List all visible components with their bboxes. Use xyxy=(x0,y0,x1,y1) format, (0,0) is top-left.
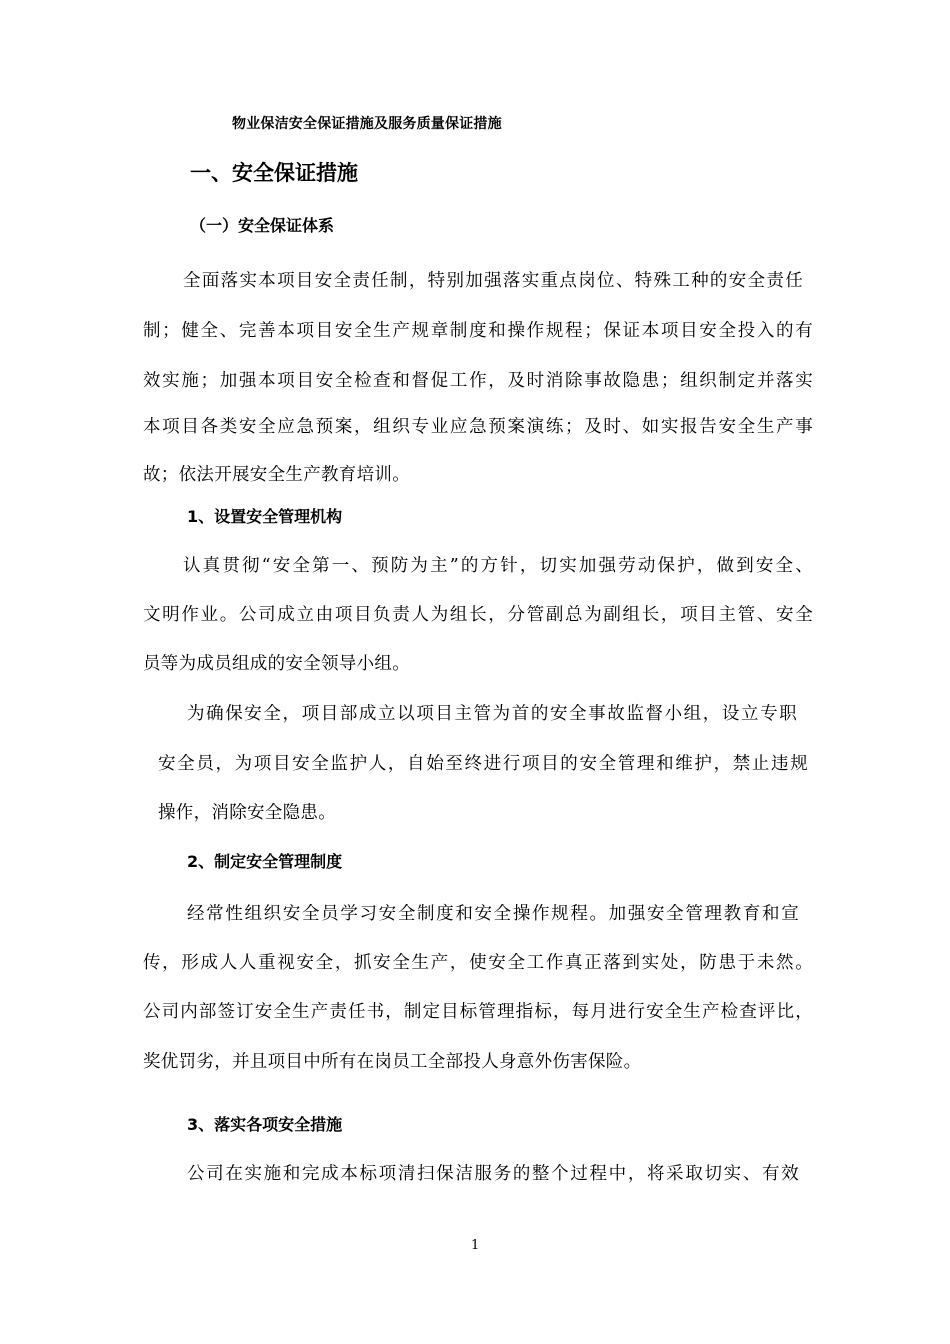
item-1-paragraph-line: 认真贯彻“安全第一、预防为主”的方针，切实加强劳动保护，做到安全、 xyxy=(183,556,813,576)
item-2-paragraph-line: 传，形成人人重视安全，抓安全生产，使安全工作真正落到实处，防患于未然。 xyxy=(143,953,813,973)
item-1-paragraph-line: 为确保安全，项目部成立以项目主管为首的安全事故监督小组，设立专职 xyxy=(187,704,797,724)
intro-paragraph-line: 全面落实本项目安全责任制，特别加强落实重点岗位、特殊工种的安全责任 xyxy=(183,271,803,291)
subsection-heading-safety-system: （一）安全保证体系 xyxy=(190,216,335,235)
intro-paragraph-line: 故；依法开展安全生产教育培训。 xyxy=(143,465,410,485)
item-2-paragraph-line: 经常性组织安全员学习安全制度和安全操作规程。加强安全管理教育和宣 xyxy=(187,904,799,924)
item-1-paragraph-line: 安全员，为项目安全监护人，自始至终进行项目的安全管理和维护，禁止违规 xyxy=(158,754,808,774)
item-2-paragraph-line: 奖优罚劣，并且项目中所有在岗员工全部投人身意外伤害保险。 xyxy=(143,1052,642,1072)
item-1-paragraph-line: 员等为成员组成的安全领导小组。 xyxy=(143,654,410,674)
item-2-paragraph-line: 公司内部签订安全生产责任书，制定目标管理指标，每月进行安全生产检查评比， xyxy=(143,1002,813,1022)
intro-paragraph-line: 制；健全、完善本项目安全生产规章制度和操作规程；保证本项目安全投入的有 xyxy=(143,321,813,341)
item-3-heading: 3、落实各项安全措施 xyxy=(187,1115,343,1134)
section-heading-safety-measures: 一、安全保证措施 xyxy=(190,161,358,185)
intro-paragraph-line: 效实施；加强本项目安全检查和督促工作，及时消除事故隐患；组织制定并落实 xyxy=(143,371,813,391)
intro-paragraph-line: 本项目各类安全应急预案，组织专业应急预案演练；及时、如实报告安全生产事 xyxy=(143,417,813,437)
item-2-heading: 2、制定安全管理制度 xyxy=(187,852,343,871)
item-3-paragraph-line: 公司在实施和完成本标项清扫保洁服务的整个过程中，将采取切实、有效 xyxy=(187,1164,799,1184)
item-1-heading: 1、设置安全管理机构 xyxy=(187,507,343,526)
document-title: 物业保洁安全保证措施及服务质量保证措施 xyxy=(232,116,502,132)
item-1-paragraph-line: 操作，消除安全隐患。 xyxy=(158,803,336,823)
page-number: 1 xyxy=(471,1238,480,1253)
item-1-paragraph-line: 文明作业。公司成立由项目负责人为组长，分管副总为副组长，项目主管、安全 xyxy=(143,605,813,625)
